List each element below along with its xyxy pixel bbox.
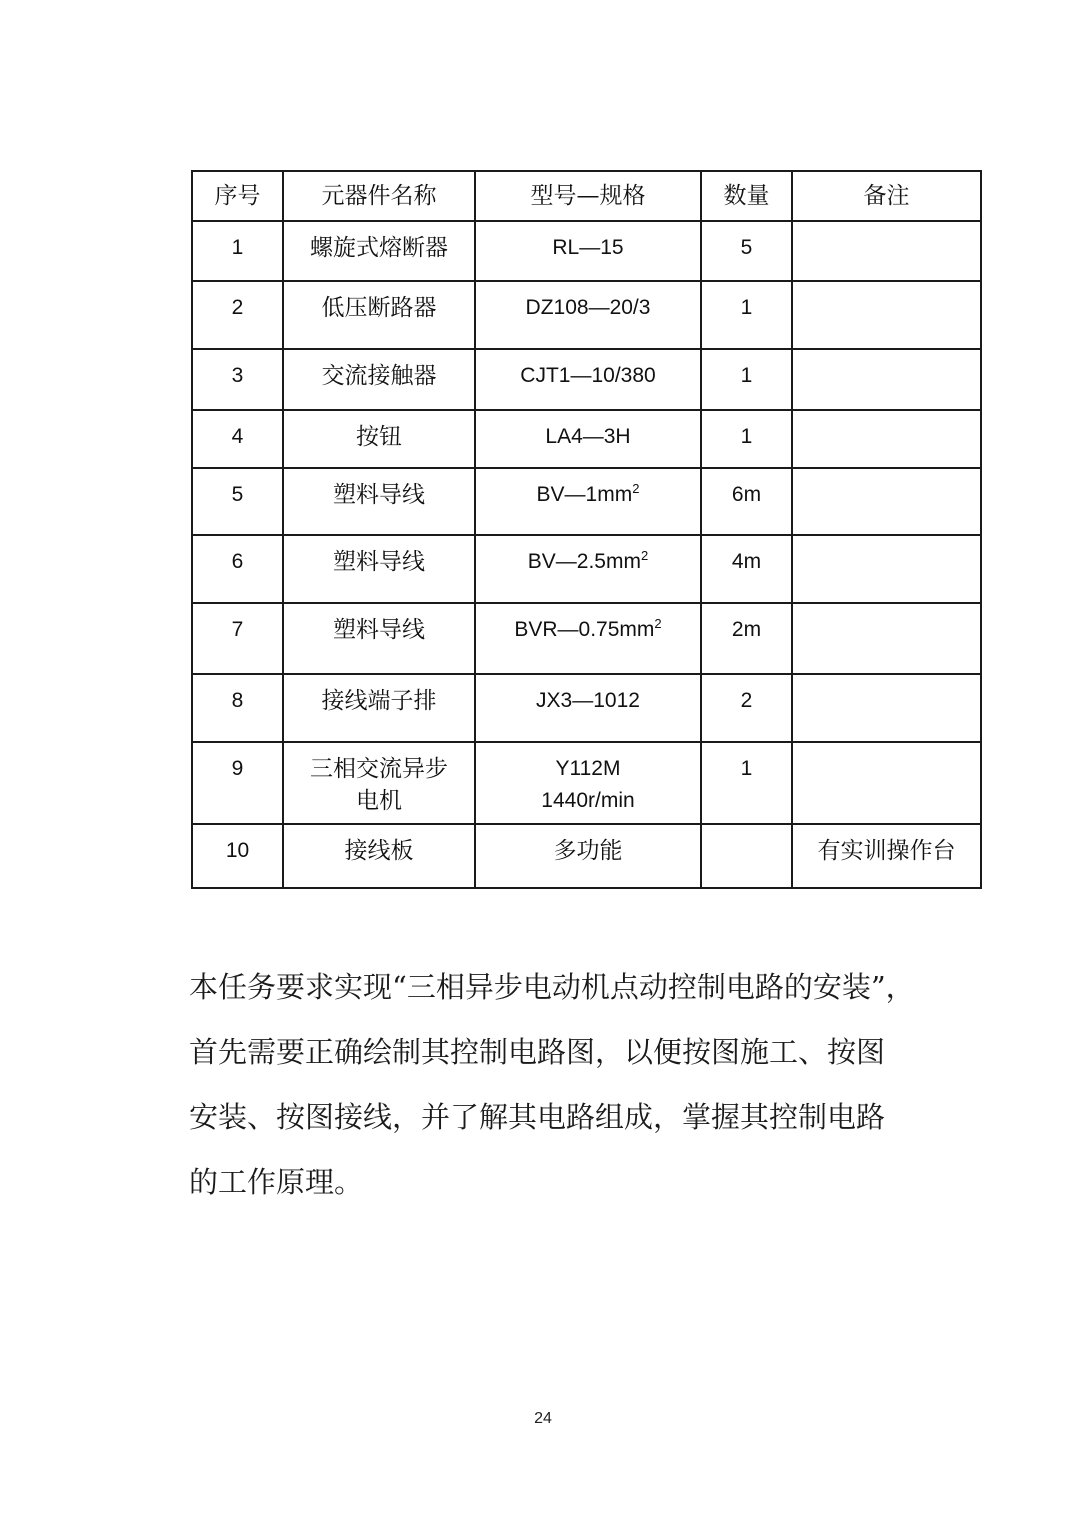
quantity-text: 1 bbox=[740, 364, 753, 387]
cell-model-spec bbox=[475, 349, 701, 410]
remark-text bbox=[793, 350, 980, 360]
cell-remark bbox=[792, 742, 981, 824]
remark-text bbox=[793, 536, 980, 546]
cell-quantity bbox=[701, 410, 792, 468]
cell-quantity bbox=[701, 468, 792, 535]
cell-model-spec bbox=[475, 535, 701, 603]
cell-remark bbox=[792, 674, 981, 742]
model-text: BVR—0.75mm bbox=[514, 618, 655, 641]
header-component-name: 元器件名称 bbox=[283, 171, 475, 221]
index-text: 9 bbox=[231, 757, 244, 780]
header-quantity: 数量 bbox=[701, 171, 792, 221]
header-model-spec: 型号—规格 bbox=[475, 171, 701, 221]
cell-index bbox=[192, 349, 283, 410]
index-text: 10 bbox=[225, 839, 250, 862]
table-row bbox=[192, 410, 981, 468]
cell-component-name bbox=[283, 281, 475, 349]
cell-quantity bbox=[701, 603, 792, 674]
index-text: 2 bbox=[231, 296, 244, 319]
quantity-text: 1 bbox=[740, 757, 753, 780]
cell-model-spec bbox=[475, 281, 701, 349]
component-name-text: 低压断路器 bbox=[321, 295, 437, 321]
quantity-text: 1 bbox=[740, 425, 753, 448]
cell-model-spec bbox=[475, 468, 701, 535]
table-row bbox=[192, 281, 981, 349]
cell-remark bbox=[792, 221, 981, 281]
cell-index bbox=[192, 281, 283, 349]
remark-text bbox=[793, 282, 980, 292]
cell-component-name bbox=[283, 410, 475, 468]
cell-model-spec bbox=[475, 742, 701, 824]
cell-quantity bbox=[701, 349, 792, 410]
model-text: CJT1—10/380 bbox=[520, 364, 656, 387]
table-row bbox=[192, 742, 981, 824]
cell-quantity bbox=[701, 742, 792, 824]
index-text: 6 bbox=[231, 550, 244, 573]
components-table bbox=[191, 170, 982, 889]
model-spec-text bbox=[476, 536, 700, 578]
cell-index bbox=[192, 603, 283, 674]
component-name-text: 接线板 bbox=[344, 838, 414, 864]
index-text: 4 bbox=[231, 425, 244, 448]
model-spec-text bbox=[476, 411, 700, 453]
cell-remark bbox=[792, 824, 981, 888]
cell-quantity bbox=[701, 824, 792, 888]
table-row bbox=[192, 824, 981, 888]
cell-component-name bbox=[283, 674, 475, 742]
cell-component-name bbox=[283, 535, 475, 603]
cell-component-name bbox=[283, 603, 475, 674]
cell-quantity bbox=[701, 674, 792, 742]
cell-index bbox=[192, 535, 283, 603]
paragraph-line: 的工作原理。 bbox=[189, 1165, 364, 1199]
cell-remark bbox=[792, 349, 981, 410]
cell-component-name bbox=[283, 349, 475, 410]
body-paragraph bbox=[189, 955, 949, 1215]
component-name-text: 塑料导线 bbox=[333, 549, 425, 575]
model-text: DZ108—20/3 bbox=[525, 296, 651, 319]
table-row bbox=[192, 349, 981, 410]
table-row bbox=[192, 468, 981, 535]
quantity-text: 6m bbox=[731, 483, 762, 506]
cell-remark bbox=[792, 468, 981, 535]
quantity-text: 4m bbox=[731, 550, 762, 573]
cell-index bbox=[192, 824, 283, 888]
table-row bbox=[192, 603, 981, 674]
index-text: 8 bbox=[231, 689, 244, 712]
cell-index bbox=[192, 742, 283, 824]
component-name-text: 接线端子排 bbox=[321, 688, 437, 714]
index-text: 7 bbox=[231, 618, 244, 641]
model-spec-text bbox=[476, 675, 700, 717]
cell-remark bbox=[792, 410, 981, 468]
cell-model-spec bbox=[475, 410, 701, 468]
index-text: 3 bbox=[231, 364, 244, 387]
cell-index bbox=[192, 468, 283, 535]
index-text: 1 bbox=[231, 236, 244, 259]
remark-text bbox=[793, 469, 980, 479]
cell-component-name bbox=[283, 824, 475, 888]
table-header-row bbox=[192, 171, 981, 221]
cell-remark bbox=[792, 535, 981, 603]
header-remark: 备注 bbox=[792, 171, 981, 221]
cell-index bbox=[192, 221, 283, 281]
cell-model-spec bbox=[475, 603, 701, 674]
quantity-text: 2m bbox=[731, 618, 762, 641]
component-name-text: 交流接触器 bbox=[321, 363, 437, 389]
model-spec-text bbox=[476, 222, 700, 264]
cell-model-spec bbox=[475, 674, 701, 742]
cell-model-spec bbox=[475, 221, 701, 281]
superscript-text: 2 bbox=[640, 548, 649, 563]
table-row bbox=[192, 674, 981, 742]
cell-index bbox=[192, 674, 283, 742]
quantity-text: 1 bbox=[740, 296, 753, 319]
table-row bbox=[192, 535, 981, 603]
model-text: JX3—1012 bbox=[536, 689, 640, 712]
component-name-text: 按钮 bbox=[356, 424, 402, 450]
remark-text: 有实训操作台 bbox=[817, 838, 956, 864]
cell-remark bbox=[792, 281, 981, 349]
model-spec-text bbox=[476, 469, 700, 511]
model-text: Y112M bbox=[555, 757, 621, 780]
component-name-text: 塑料导线 bbox=[333, 617, 425, 643]
component-name-text bbox=[284, 743, 474, 817]
table-row bbox=[192, 221, 981, 281]
model-spec-text bbox=[476, 604, 700, 646]
quantity-text: 2 bbox=[740, 689, 753, 712]
model-text: RL—15 bbox=[552, 236, 624, 259]
model-text: BV—1mm bbox=[536, 483, 633, 506]
model-text: LA4—3H bbox=[545, 425, 631, 448]
remark-text bbox=[793, 222, 980, 232]
cell-quantity bbox=[701, 535, 792, 603]
cell-remark bbox=[792, 603, 981, 674]
remark-text bbox=[793, 675, 980, 685]
paragraph-line: 安装、按图接线，并了解其电路组成，掌握其控制电路 bbox=[189, 1100, 886, 1134]
model-spec-text bbox=[476, 282, 700, 324]
model-text: BV—2.5mm bbox=[527, 550, 641, 573]
model-spec-text bbox=[476, 825, 700, 867]
remark-text bbox=[793, 743, 980, 753]
superscript-text: 2 bbox=[632, 481, 640, 496]
model-spec-text bbox=[476, 743, 700, 817]
quantity-text: 5 bbox=[740, 236, 753, 259]
paragraph-line: 本任务要求实现“三相异步电动机点动控制电路的安装”， bbox=[189, 970, 915, 1004]
cell-quantity bbox=[701, 221, 792, 281]
cell-component-name bbox=[283, 742, 475, 824]
cell-quantity bbox=[701, 281, 792, 349]
quantity-text bbox=[702, 825, 791, 835]
page-number: 24 bbox=[534, 1410, 552, 1427]
header-index: 序号 bbox=[192, 171, 283, 221]
cell-model-spec bbox=[475, 824, 701, 888]
component-name-line: 电机 bbox=[356, 788, 402, 814]
cell-component-name bbox=[283, 468, 475, 535]
component-name-line: 三相交流异步 bbox=[310, 756, 448, 782]
remark-text bbox=[793, 411, 980, 421]
model-line-2-text: 1440r/min bbox=[541, 789, 635, 812]
model-text: 多功能 bbox=[553, 838, 623, 864]
cell-index bbox=[192, 410, 283, 468]
component-name-text: 塑料导线 bbox=[333, 482, 425, 508]
superscript-text: 2 bbox=[654, 616, 662, 631]
paragraph-line: 首先需要正确绘制其控制电路图，以便按图施工、按图 bbox=[189, 1035, 886, 1069]
model-spec-text bbox=[476, 350, 700, 392]
index-text: 5 bbox=[231, 483, 244, 506]
remark-text bbox=[793, 604, 980, 614]
component-name-text: 螺旋式熔断器 bbox=[310, 235, 448, 261]
cell-component-name bbox=[283, 221, 475, 281]
